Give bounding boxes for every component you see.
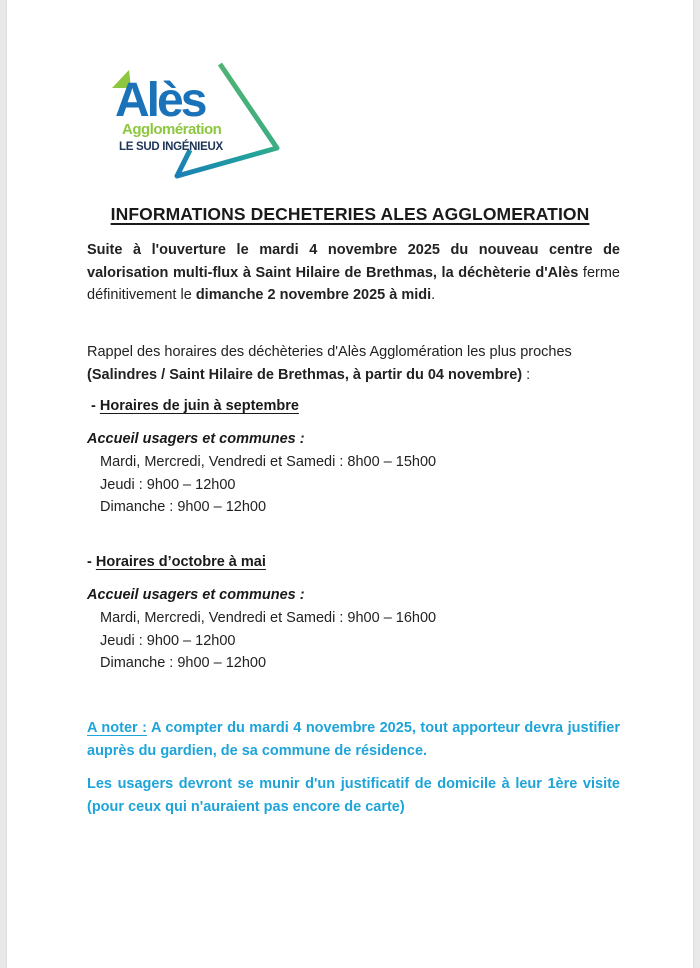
season-heading-winter: - Horaires d’octobre à mai [87, 554, 266, 570]
logo-subtitle: Agglomération [122, 121, 222, 138]
season-heading-summer: - Horaires de juin à septembre [87, 398, 299, 414]
hours-row: Mardi, Mercredi, Vendredi et Samedi : 9h00 – 16h00 [100, 610, 437, 626]
logo-name: Alès [115, 74, 205, 127]
hours-row: Mardi, Mercredi, Vendredi et Samedi : 8h00 – 15h00 [100, 454, 437, 470]
hours-row: Dimanche : 9h00 – 12h00 [100, 655, 267, 671]
reception-label-winter: Accueil usagers et communes : [87, 587, 305, 603]
reception-label-summer: Accueil usagers et communes : [87, 431, 305, 447]
hours-row: Dimanche : 9h00 – 12h00 [100, 499, 267, 515]
document-page [7, 0, 693, 968]
hours-row: Jeudi : 9h00 – 12h00 [100, 476, 236, 493]
hours-row: Jeudi : 9h00 – 12h00 [100, 632, 236, 649]
ales-agglomeration-logo [107, 58, 287, 183]
reminder-paragraph: Rappel des horaires des déchèteries d'Alès Agglomération les plus proches (Salindres / Saint Hilaire de Brethmas, à partir du 04 novembre) : [87, 344, 572, 383]
logo-tagline: LE SUD INGÉNIEUX [119, 141, 223, 153]
logo-graphic [107, 58, 287, 183]
note-label: A noter : [87, 720, 147, 736]
hours-list-summer [100, 451, 436, 519]
page-title: INFORMATIONS DECHETERIES ALES AGGLOMERATION [110, 204, 590, 224]
note-paragraph: A noter : A compter du mardi 4 novembre 2025, tout apporteur devra justifier auprès du gardien, de sa commune de résidence. [87, 720, 620, 759]
hours-list-winter [100, 607, 436, 675]
intro-paragraph: Suite à l'ouverture le mardi 4 novembre 2025 du nouveau centre de valorisation multi-flux à Saint Hilaire de Brethmas, la déchèterie d'Alès ferme définitivement le dimanche 2 novembre 2025 à midi. [87, 242, 620, 303]
note-paragraph-2: Les usagers devront se munir d'un justificatif de domicile à leur 1ère visite (pour ceux qui n'auraient pas encore de carte) [87, 776, 620, 815]
